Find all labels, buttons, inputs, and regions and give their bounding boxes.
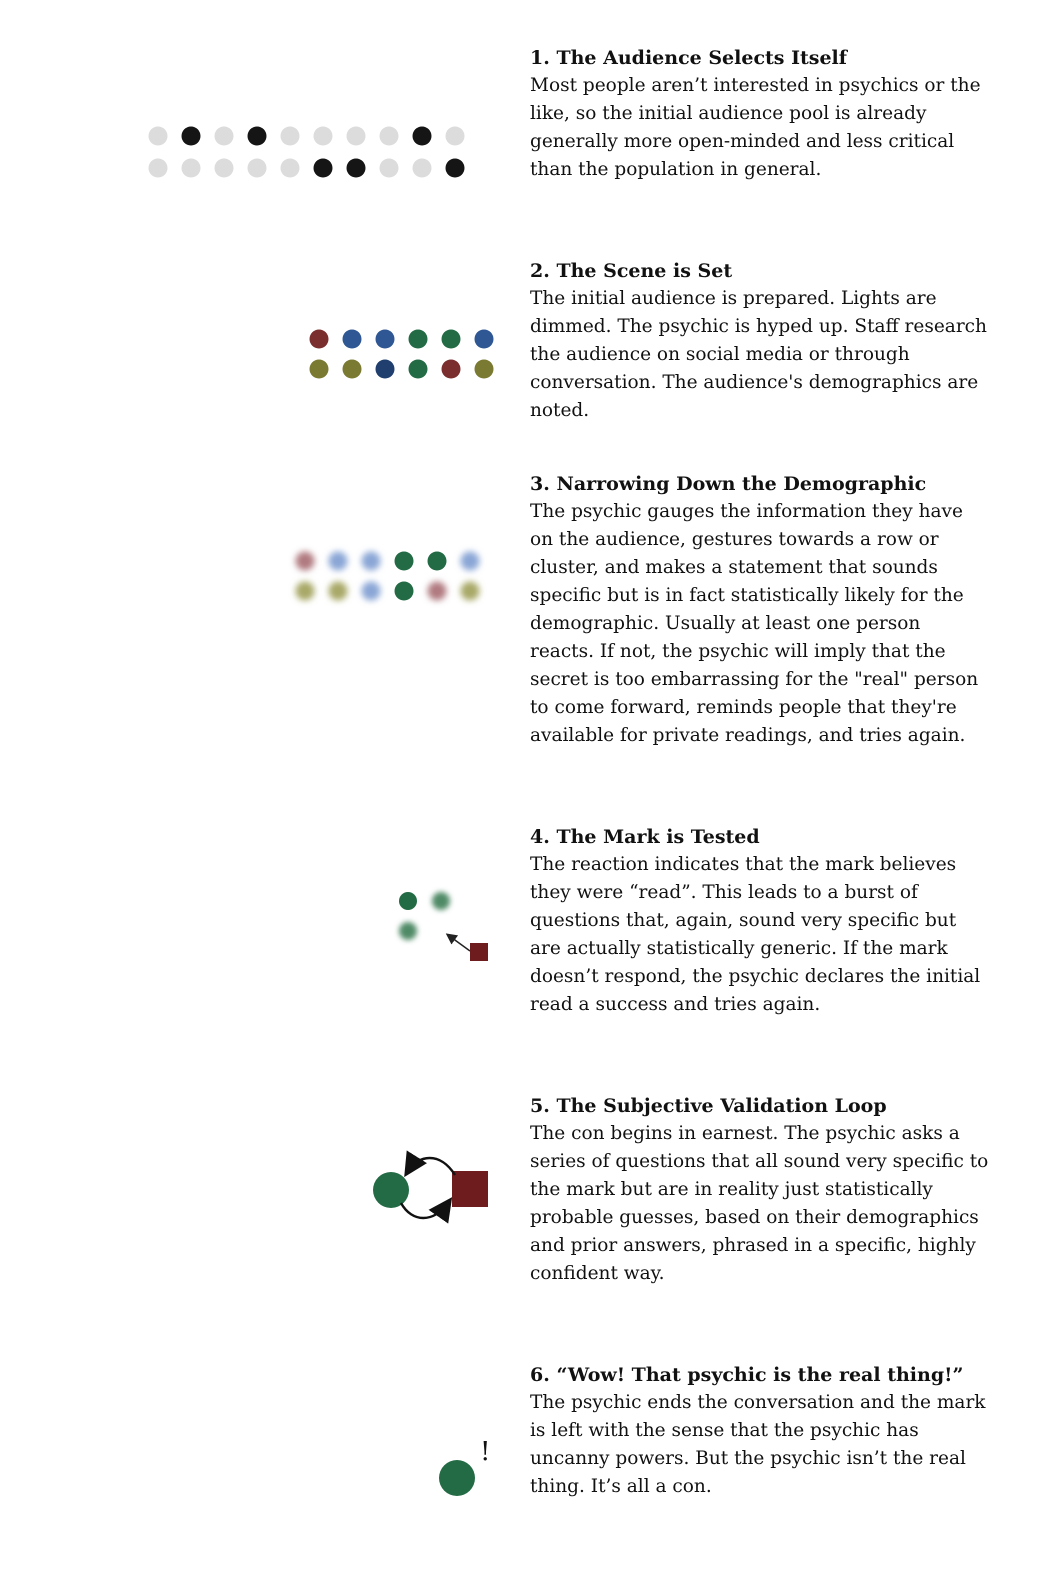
- mark-tested-icon: [0, 823, 500, 1043]
- audience-dot: [413, 127, 432, 146]
- step-4-title: 4. The Mark is Tested: [530, 826, 760, 848]
- audience-dot: [182, 159, 201, 178]
- step-2-title: 2. The Scene is Set: [530, 260, 733, 282]
- audience-dot: [215, 127, 234, 146]
- audience-dot: [376, 330, 395, 349]
- audience-dot: [442, 330, 461, 349]
- audience-dot: [310, 360, 329, 379]
- audience-dot: [347, 127, 366, 146]
- audience-dot: [362, 552, 381, 571]
- audience-dots-icon: [0, 44, 500, 264]
- step-6-title: 6. “Wow! That psychic is the real thing!”: [530, 1364, 964, 1386]
- audience-dot: [395, 552, 414, 571]
- audience-dot: [182, 127, 201, 146]
- audience-dot: [409, 360, 428, 379]
- blurred-person: [432, 892, 450, 910]
- audience-dot: [296, 582, 315, 601]
- step-2-text: [530, 257, 990, 425]
- audience-dot: [446, 127, 465, 146]
- audience-dot: [281, 159, 300, 178]
- step-1-title: 1. The Audience Selects Itself: [530, 47, 847, 69]
- exclamation-mark-icon: [0, 1361, 500, 1581]
- audience-dot: [329, 552, 348, 571]
- blurred-demographic-icon: [0, 470, 500, 690]
- audience-dot: [380, 127, 399, 146]
- audience-dot: [248, 127, 267, 146]
- blurred-person: [399, 922, 417, 940]
- question-arrow: [448, 935, 470, 951]
- audience-dot: [296, 552, 315, 571]
- audience-dot: [461, 582, 480, 601]
- audience-dot: [475, 330, 494, 349]
- audience-dot: [442, 360, 461, 379]
- audience-dot: [329, 582, 348, 601]
- audience-dot: [281, 127, 300, 146]
- psychic-square: [470, 943, 488, 961]
- loop-arrow-top: [408, 1158, 455, 1175]
- audience-dot: [149, 127, 168, 146]
- audience-dot: [343, 360, 362, 379]
- audience-dot: [248, 159, 267, 178]
- mark-circle: [373, 1172, 409, 1208]
- step-6-body: The psychic ends the conversation and the mark is left with the sense that the psychic has uncanny powers. But the psychic isn’t the real thing. It’s all a con.: [530, 1392, 986, 1497]
- audience-dot: [380, 159, 399, 178]
- audience-dot: [362, 582, 381, 601]
- validation-loop-icon: [0, 1092, 500, 1312]
- audience-dot: [446, 159, 465, 178]
- step-5-text: [530, 1092, 990, 1288]
- audience-dot: [413, 159, 432, 178]
- audience-dot: [376, 360, 395, 379]
- step-1-text: [530, 44, 990, 184]
- audience-dot: [215, 159, 234, 178]
- audience-dot: [395, 582, 414, 601]
- mark-person: [399, 892, 417, 910]
- audience-dot: [428, 552, 447, 571]
- audience-dot: [310, 330, 329, 349]
- audience-dot: [461, 552, 480, 571]
- loop-arrow-bottom: [401, 1203, 448, 1218]
- step-3-text: [530, 470, 990, 750]
- step-5-title: 5. The Subjective Validation Loop: [530, 1095, 887, 1117]
- step-1-body: Most people aren’t interested in psychics or the like, so the initial audience pool is already generally more open-minded and less critical than the population in general.: [530, 75, 981, 180]
- psychic-square: [452, 1171, 488, 1207]
- audience-dot: [409, 330, 428, 349]
- step-3-title: 3. Narrowing Down the Demographic: [530, 473, 927, 495]
- audience-dot: [475, 360, 494, 379]
- audience-dot: [347, 159, 366, 178]
- step-3-body: The psychic gauges the information they have on the audience, gestures towards a row or cluster, and makes a statement that sounds specific but is in fact statistically likely for the demographic. Usually at least one person reacts. If not, the psychic will imply that the secret is too embarrassing for the "real" person to come forward, reminds people that they're available for private readings, and tries again.: [530, 501, 979, 746]
- step-4-text: [530, 823, 990, 1019]
- step-4-body: The reaction indicates that the mark believes they were “read”. This leads to a burst of questions that, again, sound very specific but are actually statistically generic. If the mark doesn’t respond, the psychic declares the initial read a success and tries again.: [530, 854, 981, 1015]
- step-2-body: The initial audience is prepared. Lights are dimmed. The psychic is hyped up. Staff research the audience on social media or through conversation. The audience's demographics are noted.: [530, 288, 987, 421]
- step-5-body: The con begins in earnest. The psychic asks a series of questions that all sound very specific to the mark but are in reality just statistically probable guesses, based on their demographics and prior answers, phrased in a specific, highly confident way.: [530, 1123, 989, 1284]
- audience-dot: [314, 159, 333, 178]
- audience-dot: [343, 330, 362, 349]
- amazed-mark: [439, 1460, 475, 1496]
- audience-dot: [428, 582, 447, 601]
- step-6-text: [530, 1361, 990, 1501]
- audience-dot: [314, 127, 333, 146]
- colored-audience-icon: [0, 257, 500, 477]
- exclamation-glyph: !: [480, 1437, 491, 1467]
- audience-dot: [149, 159, 168, 178]
